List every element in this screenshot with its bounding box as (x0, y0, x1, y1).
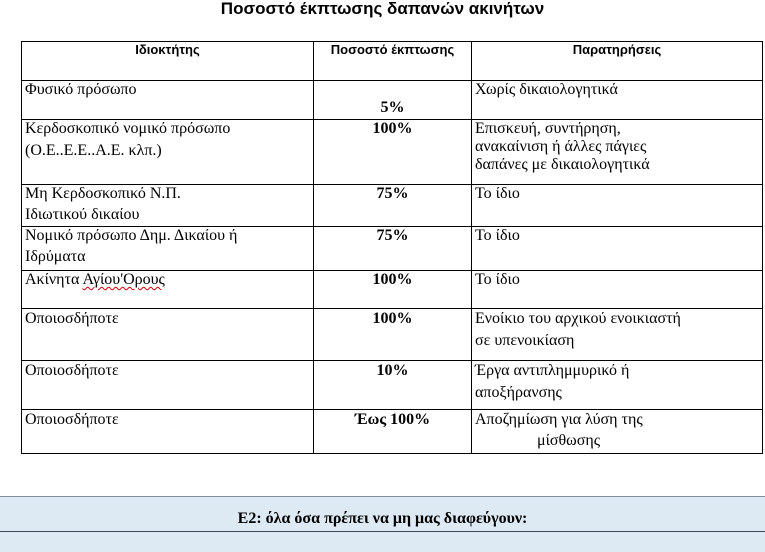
table-row (22, 120, 763, 185)
notes-text-line2: μίσθωσης (537, 432, 601, 449)
notes-cell (472, 227, 763, 271)
owner-text: Νομικό πρόσωπο Δημ. Δικαίου ή (25, 227, 238, 244)
owner-text: Οποιοσδήποτε (25, 362, 119, 379)
notes-cell (472, 271, 763, 309)
percent-text: 5% (380, 99, 405, 116)
notes-cell (472, 81, 763, 120)
percent-cell (314, 227, 472, 271)
owner-cell (22, 410, 314, 454)
percent-text: 75% (376, 185, 409, 202)
notes-text: Το ίδιο (475, 227, 520, 244)
percent-cell (314, 361, 472, 410)
owner-cell (22, 271, 314, 309)
header-percent: Ποσοστό έκπτωσης (314, 42, 472, 81)
owner-text: Οποιοσδήποτε (25, 411, 119, 428)
notes-cell (472, 361, 763, 410)
percent-text: 100% (372, 310, 413, 327)
percent-cell (314, 309, 472, 361)
percent-cell (314, 185, 472, 227)
percent-text: 10% (376, 362, 409, 379)
owner-text-line2: Ιδρύματα (25, 248, 86, 265)
percent-cell (314, 410, 472, 454)
notes-text-line2: σε υπενοικίαση (475, 332, 575, 349)
notes-cell (472, 309, 763, 361)
owner-text: Ακίνητα (25, 271, 83, 288)
header-owner: Ιδιοκτήτης (22, 42, 314, 81)
owner-cell (22, 120, 314, 185)
owner-cell (22, 227, 314, 271)
owner-text-line2: Ιδιωτικού δικαίου (25, 206, 140, 223)
discount-table (21, 41, 763, 454)
section-divider (0, 531, 765, 532)
notes-text: Έργα αντιπλημμυρικό ή (475, 362, 630, 379)
percent-cell (314, 120, 472, 185)
notes-text: Ενοίκιο του αρχικού ενοικιαστή (475, 310, 681, 327)
notes-cell (472, 410, 763, 454)
percent-text: 75% (376, 227, 409, 244)
notes-cell (472, 185, 763, 227)
notes-text: Το ίδιο (475, 185, 520, 202)
owner-cell (22, 309, 314, 361)
percent-text: 100% (372, 271, 413, 288)
notes-text: Επισκευή, συντήρηση, (475, 120, 621, 137)
owner-text: Κερδοσκοπικό νομικό πρόσωπο (25, 120, 231, 137)
owner-cell (22, 81, 314, 120)
owner-text: Μη Κερδοσκοπικό Ν.Π. (25, 185, 181, 202)
owner-text: Φυσικό πρόσωπο (25, 81, 137, 98)
table-row (22, 410, 763, 454)
notes-cell (472, 120, 763, 185)
notes-text-line2: ανακαίνιση ή άλλες πάγιες (475, 138, 647, 155)
percent-text: Έως 100% (354, 411, 431, 428)
notes-text: Χωρίς δικαιολογητικά (475, 81, 618, 98)
notes-text-line3: δαπάνες με δικαιολογητικά (475, 156, 650, 173)
notes-text-line2: αποξήρανσης (475, 384, 562, 401)
owner-text-spellcheck: Αγίου'Ορους (82, 271, 165, 288)
percent-cell (314, 271, 472, 309)
table-row (22, 227, 763, 271)
table-row (22, 271, 763, 309)
table-row (22, 185, 763, 227)
section-heading: Ε2: όλα όσα πρέπει να μη μας διαφεύγουν: (237, 510, 528, 527)
percent-cell (314, 81, 472, 120)
table-row (22, 309, 763, 361)
owner-text-line2: (Ο.Ε..Ε.Ε..Α.Ε. κλπ.) (25, 142, 162, 159)
table-row (22, 81, 763, 120)
page-title: Ποσοστό έκπτωσης δαπανών ακινήτων (220, 0, 545, 18)
notes-text: Αποζημίωση για λύση της (475, 411, 643, 428)
owner-cell (22, 185, 314, 227)
owner-text: Οποιοσδήποτε (25, 310, 119, 327)
header-notes: Παρατηρήσεις (472, 42, 763, 81)
table-header-row (22, 42, 763, 81)
notes-text: Το ίδιο (475, 271, 520, 288)
table-row (22, 361, 763, 410)
percent-text: 100% (372, 120, 413, 137)
owner-cell (22, 361, 314, 410)
